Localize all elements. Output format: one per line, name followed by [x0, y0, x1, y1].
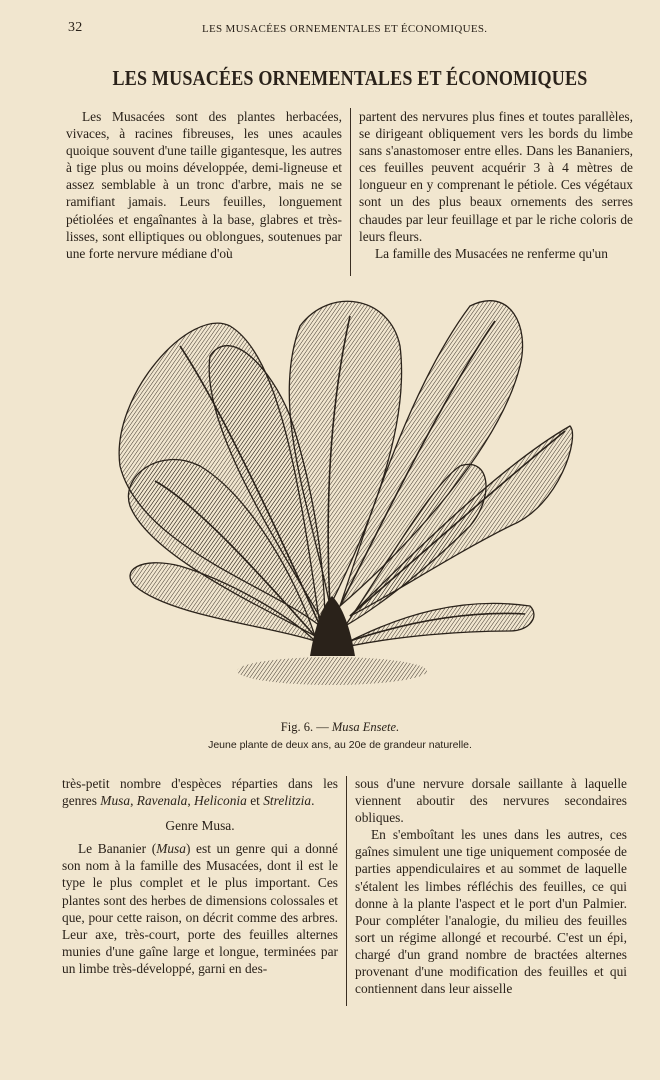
nervure-paragraph: sous d'une nervure dorsale saillante à laquelle viennent aboutir des nervures secondaires obliques.: [355, 776, 627, 826]
leaf: [350, 603, 534, 646]
figure-caption: [60, 720, 620, 751]
figure-subcaption: Jeune plante de deux ans, au 20e de grandeur naturelle.: [208, 739, 472, 751]
figure-label: Fig. 6. —: [280, 720, 332, 734]
intro-paragraph: Les Musacées sont des plantes herbacées, vivaces, à racines fibreuses, les unes acaules quoique souvent d'une taille gigantesque, les autres à tige plus ou moins développée, demi-ligneuse et assez semblable à un tronc d'arbre, mais ne se ramifiant jamais. Leurs feuilles, longuement pétiolées et engaînantes à la base, glabres et très-lisses, sont elliptiques ou oblongues, soutenues par une forte nervure médiane d'où: [66, 109, 342, 261]
top-right-column: [359, 108, 633, 262]
bottom-left-column: [62, 775, 338, 977]
figure-species: Musa Ensete.: [331, 720, 400, 734]
section-heading: Genre Musa.: [165, 818, 235, 834]
top-left-column: [66, 108, 342, 262]
column-divider-bottom: [346, 776, 347, 1006]
chapter-title: LES MUSACÉES ORNEMENTALES ET ÉCONOMIQUES: [112, 66, 588, 90]
column-divider-top: [350, 108, 351, 276]
ground: [237, 657, 427, 685]
musa-ensete-illustration: [110, 286, 580, 706]
family-paragraph-start: La famille des Musacées ne renferme qu'un: [375, 245, 608, 261]
intro-paragraph-continued: partent des nervures plus fines et toutes parallèles, se dirigeant obliquement vers les bords du limbe sans s'anastomoser entre elles. Dans les Bananiers, ces feuilles peuvent acquérir 3 à 4 mètres de longueur en y comprenant le pétiole. Ces végétaux sont un des plus beaux ornements des serres chaudes par leur feuillage et par le riche coloris de leurs fleurs.: [359, 109, 633, 244]
running-title: LES MUSACÉES ORNEMENTALES ET ÉCONOMIQUES.: [202, 23, 488, 35]
gaines-paragraph: En s'emboîtant les unes dans les autres, ces gaînes simulent une tige uniquement composée de parties appendiculaires et au sommet de laquelle s'étalent les limbes réfléchis des feuilles, ce qui donne à la plante l'aspect et le port d'un Palmier. Pour compléter l'analogie, du milieu des feuilles sort un régime allongé et recourbé. C'est un épi, chargé d'un grand nombre de bractées alternes provenant d'une modification des feuilles et qui contiennent dans leur aisselle: [355, 827, 627, 997]
running-header: [68, 20, 628, 36]
genera-paragraph: très-petit nombre d'espèces réparties dans les genres Musa, Ravenala, Heliconia et Strelitzia.: [62, 776, 338, 809]
bananier-paragraph: Le Bananier (Musa) est un genre qui a donné son nom à la famille des Musacées, dont il est le type le plus complet et le plus important. Ces plantes sont des herbes de dimensions colossales et que, pour cette raison, on décrit comme des arbres. Leur axe, très-court, porte des feuilles alternes munies d'une gaîne large et longue, terminées par un limbe très-développé, garni en des-: [62, 841, 339, 976]
page-number: 32: [68, 20, 83, 35]
bottom-right-column: [355, 775, 627, 997]
